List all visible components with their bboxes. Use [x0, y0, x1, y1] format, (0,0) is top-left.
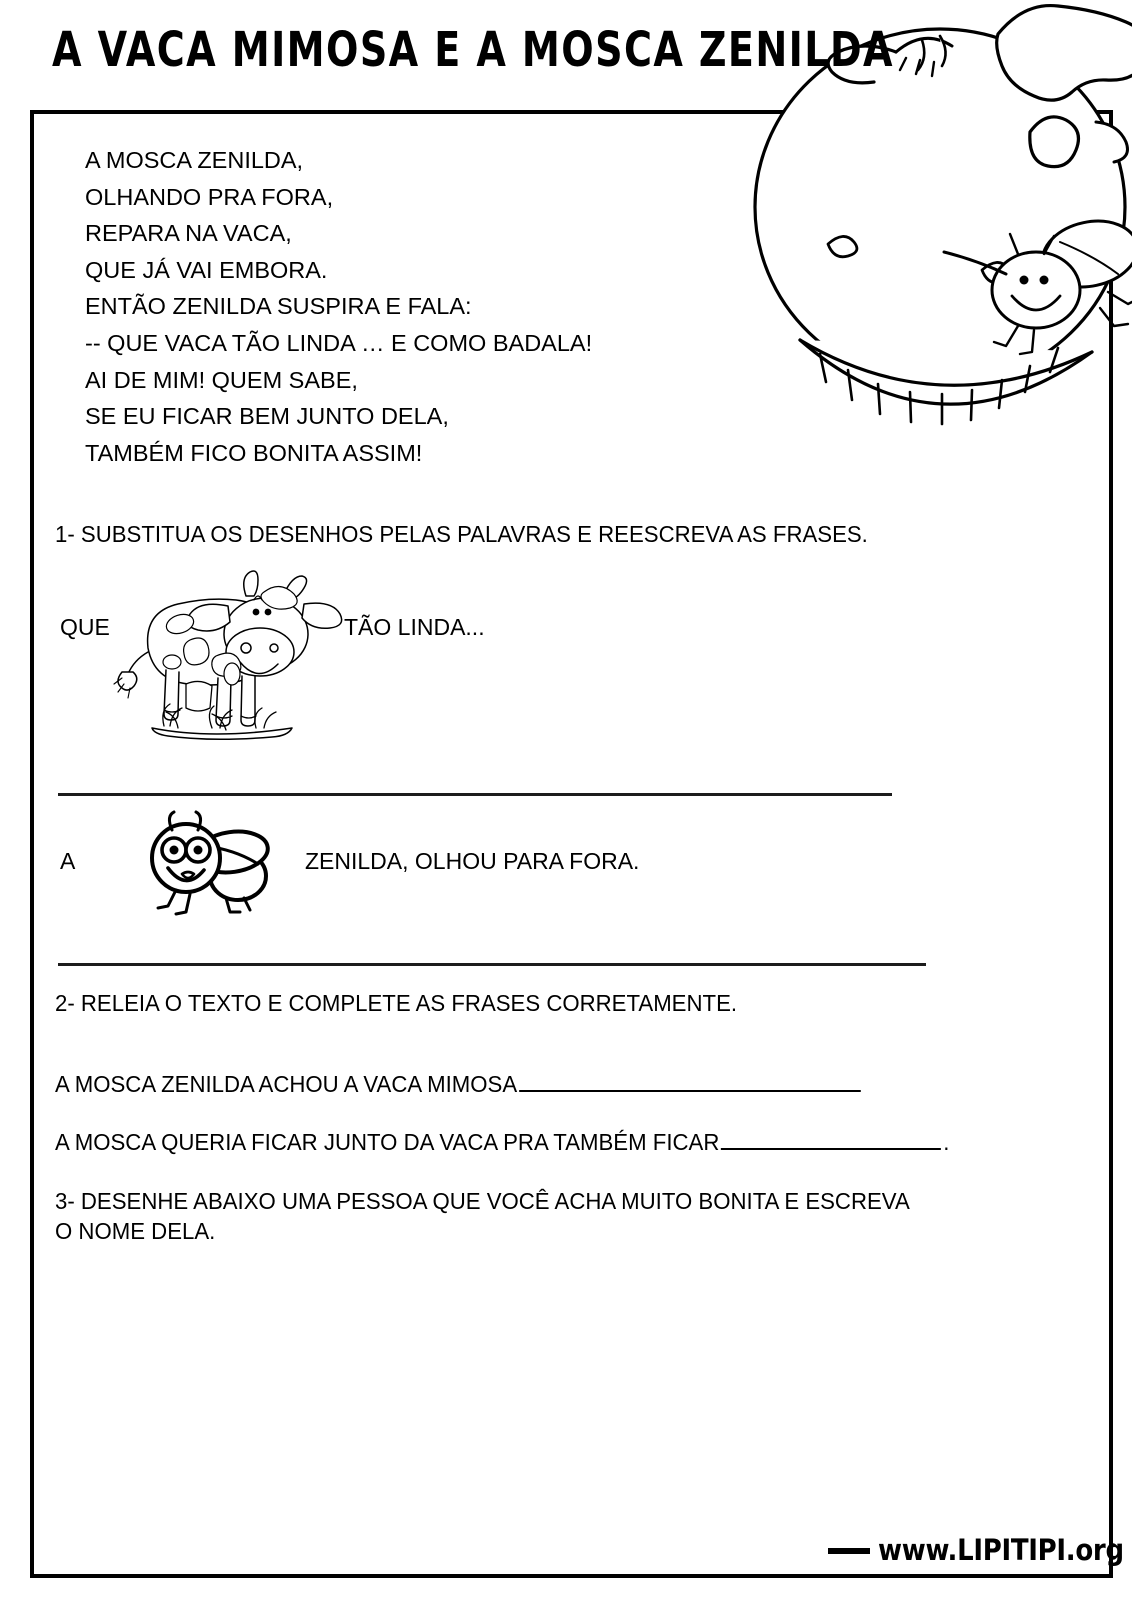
sentence-2-suffix: .: [943, 1129, 950, 1155]
poem-line: SE EU FICAR BEM JUNTO DELA,: [85, 403, 449, 430]
exercise-1-row1-after: TÃO LINDA...: [344, 614, 485, 640]
poem-line: ENTÃO ZENILDA SUSPIRA E FALA:: [85, 293, 472, 320]
poem-text: [85, 142, 592, 471]
footer-logo[interactable]: [828, 1536, 1124, 1566]
exercise-1-instruction: 1- SUBSTITUA OS DESENHOS PELAS PALAVRAS E REESCREVA AS FRASES.: [55, 521, 868, 547]
sentence-1-text: A MOSCA ZENILDA ACHOU A VACA MIMOSA: [55, 1071, 518, 1097]
fill-blank-2[interactable]: [721, 1128, 941, 1150]
poem-line: QUE JÁ VAI EMBORA.: [85, 256, 328, 283]
fill-blank-1[interactable]: [519, 1070, 861, 1092]
exercise-2-sentence-2: [55, 1128, 949, 1156]
exercise-2-instruction: 2- RELEIA O TEXTO E COMPLETE AS FRASES CORRETAMENTE.: [55, 990, 738, 1016]
exercise-3-line-2: O NOME DELA.: [55, 1218, 216, 1244]
poem-line: REPARA NA VACA,: [85, 220, 292, 247]
poem-line: AI DE MIM! QUEM SABE,: [85, 366, 358, 393]
poem-line: OLHANDO PRA FORA,: [85, 183, 334, 210]
poem-line: TAMBÉM FICO BONITA ASSIM!: [85, 439, 423, 466]
footer-dash-icon: [828, 1548, 870, 1554]
exercise-2-sentence-1: [55, 1070, 863, 1098]
exercise-1-row2-before: A: [60, 848, 76, 874]
exercise-3-instruction: [55, 1186, 1030, 1246]
answer-line-2[interactable]: [58, 963, 926, 966]
poem-line: -- QUE VACA TÃO LINDA … E COMO BADALA!: [85, 329, 593, 356]
exercise-3-line-1: 3- DESENHE ABAIXO UMA PESSOA QUE VOCÊ ACHA MUITO BONITA E ESCREVA: [55, 1188, 910, 1214]
poem-line: A MOSCA ZENILDA,: [85, 147, 304, 173]
page-title: A VACA MIMOSA E A MOSCA ZENILDA: [52, 21, 894, 78]
exercise-1-row1-before: QUE: [60, 614, 110, 640]
cow-illustration: [108, 552, 334, 742]
footer-site-url[interactable]: www.LIPITIPI.org: [878, 1534, 1124, 1568]
exercise-1-row2-after: ZENILDA, OLHOU PARA FORA.: [305, 848, 640, 874]
fly-illustration: [140, 808, 290, 913]
answer-line-1[interactable]: [58, 793, 892, 796]
sentence-2-text: A MOSCA QUERIA FICAR JUNTO DA VACA PRA TAMBÉM FICAR: [55, 1129, 720, 1155]
